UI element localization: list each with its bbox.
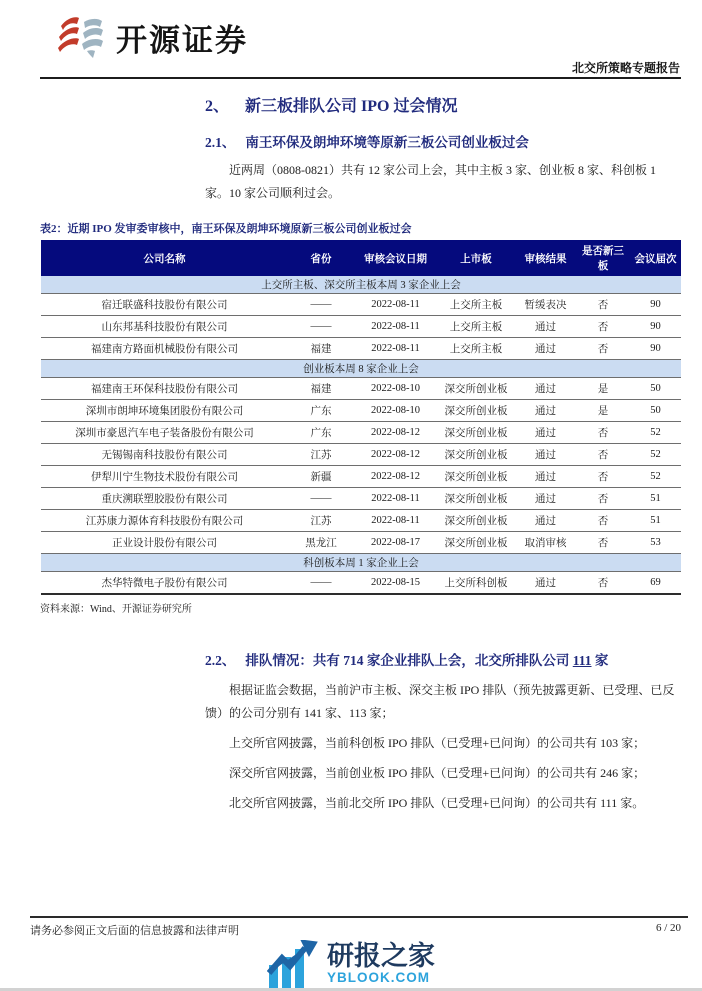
table-row — [41, 294, 681, 316]
table-group-row — [41, 360, 681, 378]
kaiyuan-logo-icon — [54, 13, 108, 61]
table-cell: 福建南王环保科技股份有限公司 — [41, 378, 288, 400]
table-row — [41, 466, 681, 488]
table-cell: 50 — [630, 400, 681, 422]
section-2-1-number: 2.1、 — [205, 135, 236, 150]
table-cell: 新疆 — [288, 466, 354, 488]
table-cell: —— — [288, 488, 354, 510]
table-cell: 52 — [630, 422, 681, 444]
column-header-session: 会议届次 — [630, 240, 681, 276]
table-cell: 否 — [576, 316, 630, 338]
page-footer — [0, 916, 702, 988]
table-group-label: 上交所主板、深交所主板本周 3 家企业上会 — [41, 276, 681, 294]
footer-rule — [30, 916, 688, 918]
table-cell: 宿迁联盛科技股份有限公司 — [41, 294, 288, 316]
table-group-label: 科创板本周 1 家企业上会 — [41, 554, 681, 572]
report-type-label: 北交所策略专题报告 — [571, 61, 680, 75]
column-header-province: 省份 — [288, 240, 354, 276]
paragraph-2-2-szse: 深交所官网披露，当前创业板 IPO 排队（已受理+已问询）的公司共有 246 家； — [229, 766, 646, 780]
table-cell: 51 — [630, 510, 681, 532]
section-2-1-heading — [205, 131, 681, 151]
table-cell: 深交所创业板 — [437, 488, 515, 510]
column-header-date: 审核会议日期 — [354, 240, 437, 276]
table-cell: 否 — [576, 572, 630, 595]
table-cell: 通过 — [515, 510, 576, 532]
table-cell: 深圳市豪恩汽车电子装备股份有限公司 — [41, 422, 288, 444]
table-row — [41, 488, 681, 510]
table-cell: 福建 — [288, 338, 354, 360]
table-cell: 2022-08-15 — [354, 572, 437, 595]
watermark-chart-arrow-icon — [267, 940, 319, 988]
table-cell: 否 — [576, 294, 630, 316]
table-cell: 通过 — [515, 466, 576, 488]
table-cell: 深交所创业板 — [437, 510, 515, 532]
table-cell: 通过 — [515, 316, 576, 338]
table-cell: 否 — [576, 532, 630, 554]
table-cell: 2022-08-10 — [354, 400, 437, 422]
table-cell: 53 — [630, 532, 681, 554]
table-cell: —— — [288, 316, 354, 338]
column-header-result: 审核结果 — [515, 240, 576, 276]
table-cell: 上交所主板 — [437, 316, 515, 338]
table-cell: 江苏 — [288, 444, 354, 466]
column-header-neeq: 是否新三板 — [576, 240, 630, 276]
table-cell: 正业设计股份有限公司 — [41, 532, 288, 554]
table-cell: 深交所创业板 — [437, 400, 515, 422]
table-cell: 通过 — [515, 422, 576, 444]
table-row — [41, 316, 681, 338]
table-cell: 否 — [576, 422, 630, 444]
table-cell: 深交所创业板 — [437, 466, 515, 488]
table-source-note: 资料来源：Wind、开源证券研究所 — [40, 604, 192, 615]
table-cell: 90 — [630, 338, 681, 360]
table-caption: 表2：近期 IPO 发审委审核中，南王环保及朗坤环境原新三板公司创业板过会 — [40, 223, 412, 235]
table-cell: 伊犁川宁生物技术股份有限公司 — [41, 466, 288, 488]
table-cell: 是 — [576, 378, 630, 400]
table-cell: 51 — [630, 488, 681, 510]
column-header-board: 上市板 — [437, 240, 515, 276]
table-cell: 深交所创业板 — [437, 422, 515, 444]
table-row — [41, 444, 681, 466]
table-cell: 深交所创业板 — [437, 532, 515, 554]
table-group-row — [41, 554, 681, 572]
table-cell: —— — [288, 572, 354, 595]
table-cell: 通过 — [515, 400, 576, 422]
table-row — [41, 338, 681, 360]
table-cell: 2022-08-12 — [354, 466, 437, 488]
table-cell: 是 — [576, 400, 630, 422]
table-group-row — [41, 276, 681, 294]
table-row — [41, 422, 681, 444]
table-cell: 通过 — [515, 444, 576, 466]
header-rule — [40, 77, 681, 79]
table-cell: 广东 — [288, 422, 354, 444]
table-cell: 深交所创业板 — [437, 378, 515, 400]
brand-name: 开源证券 — [116, 22, 248, 58]
table-cell: 江苏 — [288, 510, 354, 532]
table-cell: 90 — [630, 316, 681, 338]
table-cell: 50 — [630, 378, 681, 400]
table-cell: 2022-08-11 — [354, 338, 437, 360]
table-cell: 52 — [630, 444, 681, 466]
table-group-label: 创业板本周 8 家企业上会 — [41, 360, 681, 378]
table-cell: 深交所创业板 — [437, 444, 515, 466]
table-cell: 2022-08-11 — [354, 294, 437, 316]
table-cell: 杰华特微电子股份有限公司 — [41, 572, 288, 595]
table-cell: 通过 — [515, 572, 576, 595]
table-cell: 山东邦基科技股份有限公司 — [41, 316, 288, 338]
paragraph-2-2-csrc: 根据证监会数据，当前沪市主板、深交主板 IPO 排队（预先披露更新、已受理、已反馈）的公司分别有 141 家、113 家； — [205, 683, 675, 720]
table-row — [41, 378, 681, 400]
ipo-table-body — [41, 276, 681, 594]
table-cell: 2022-08-12 — [354, 444, 437, 466]
brand-logo — [54, 13, 248, 61]
table-cell: 2022-08-17 — [354, 532, 437, 554]
table-cell: 深圳市朗坤环境集团股份有限公司 — [41, 400, 288, 422]
table-cell: 江苏康力源体育科技股份有限公司 — [41, 510, 288, 532]
table-cell: 90 — [630, 294, 681, 316]
paragraph-2-2-sse: 上交所官网披露，当前科创板 IPO 排队（已受理+已问询）的公司共有 103 家； — [229, 736, 646, 750]
watermark — [0, 940, 702, 988]
table-row — [41, 400, 681, 422]
paragraph-2-2-bse: 北交所官网披露，当前北交所 IPO 排队（已受理+已问询）的公司共有 111 家。 — [229, 796, 645, 810]
table-cell: 福建 — [288, 378, 354, 400]
table-cell: 通过 — [515, 338, 576, 360]
section-2-title: 新三板排队公司 IPO 过会情况 — [245, 98, 458, 115]
table-cell: 2022-08-10 — [354, 378, 437, 400]
table-cell: 否 — [576, 466, 630, 488]
page-header — [0, 0, 702, 79]
table-cell: 上交所主板 — [437, 294, 515, 316]
table-row — [41, 572, 681, 595]
ipo-table — [41, 240, 681, 595]
table-cell: 重庆溯联塑胶股份有限公司 — [41, 488, 288, 510]
table-cell: 黑龙江 — [288, 532, 354, 554]
table-cell: 广东 — [288, 400, 354, 422]
table-row — [41, 510, 681, 532]
table-cell: 通过 — [515, 378, 576, 400]
table-cell: 否 — [576, 488, 630, 510]
ipo-table-header — [41, 240, 681, 276]
section-2-2-heading — [205, 649, 681, 669]
table-cell: 通过 — [515, 488, 576, 510]
section-2-2-title-post: 家 — [591, 653, 609, 668]
table-cell: 否 — [576, 510, 630, 532]
table-cell: 福建南方路面机械股份有限公司 — [41, 338, 288, 360]
table-cell: 上交所科创板 — [437, 572, 515, 595]
section-2-heading — [205, 93, 681, 116]
table-cell: 否 — [576, 338, 630, 360]
table-cell: 否 — [576, 444, 630, 466]
column-header-company: 公司名称 — [41, 240, 288, 276]
table-cell: 2022-08-11 — [354, 316, 437, 338]
paragraph-2-1: 近两周（0808-0821）共有 12 家公司上会，其中主板 3 家、创业板 8 家、科创板 1 家。10 家公司顺利过会。 — [205, 163, 656, 200]
section-2-number: 2、 — [205, 98, 230, 115]
table-cell: 52 — [630, 466, 681, 488]
footer-disclaimer: 请务必参阅正文后面的信息披露和法律声明 — [30, 925, 239, 937]
table-row — [41, 532, 681, 554]
table-cell: 2022-08-11 — [354, 510, 437, 532]
section-2-2-number: 2.2、 — [205, 653, 236, 668]
table-cell: 暂缓表决 — [515, 294, 576, 316]
section-2-2-title-pre: 排队情况：共有 714 家企业排队上会，北交所排队公司 — [245, 653, 573, 668]
watermark-site: YBLOOK.COM — [327, 970, 430, 985]
table-cell: —— — [288, 294, 354, 316]
table-cell: 取消审核 — [515, 532, 576, 554]
section-2-1-title: 南王环保及朗坤环境等原新三板公司创业板过会 — [245, 135, 529, 150]
page-number: 6 / 20 — [655, 922, 681, 934]
table-cell: 无锡锡南科技股份有限公司 — [41, 444, 288, 466]
table-cell: 2022-08-11 — [354, 488, 437, 510]
table-cell: 69 — [630, 572, 681, 595]
watermark-title: 研报之家 — [327, 941, 435, 971]
section-2-2-title-underlined: 111 — [572, 653, 592, 668]
table-cell: 上交所主板 — [437, 338, 515, 360]
table-cell: 2022-08-12 — [354, 422, 437, 444]
